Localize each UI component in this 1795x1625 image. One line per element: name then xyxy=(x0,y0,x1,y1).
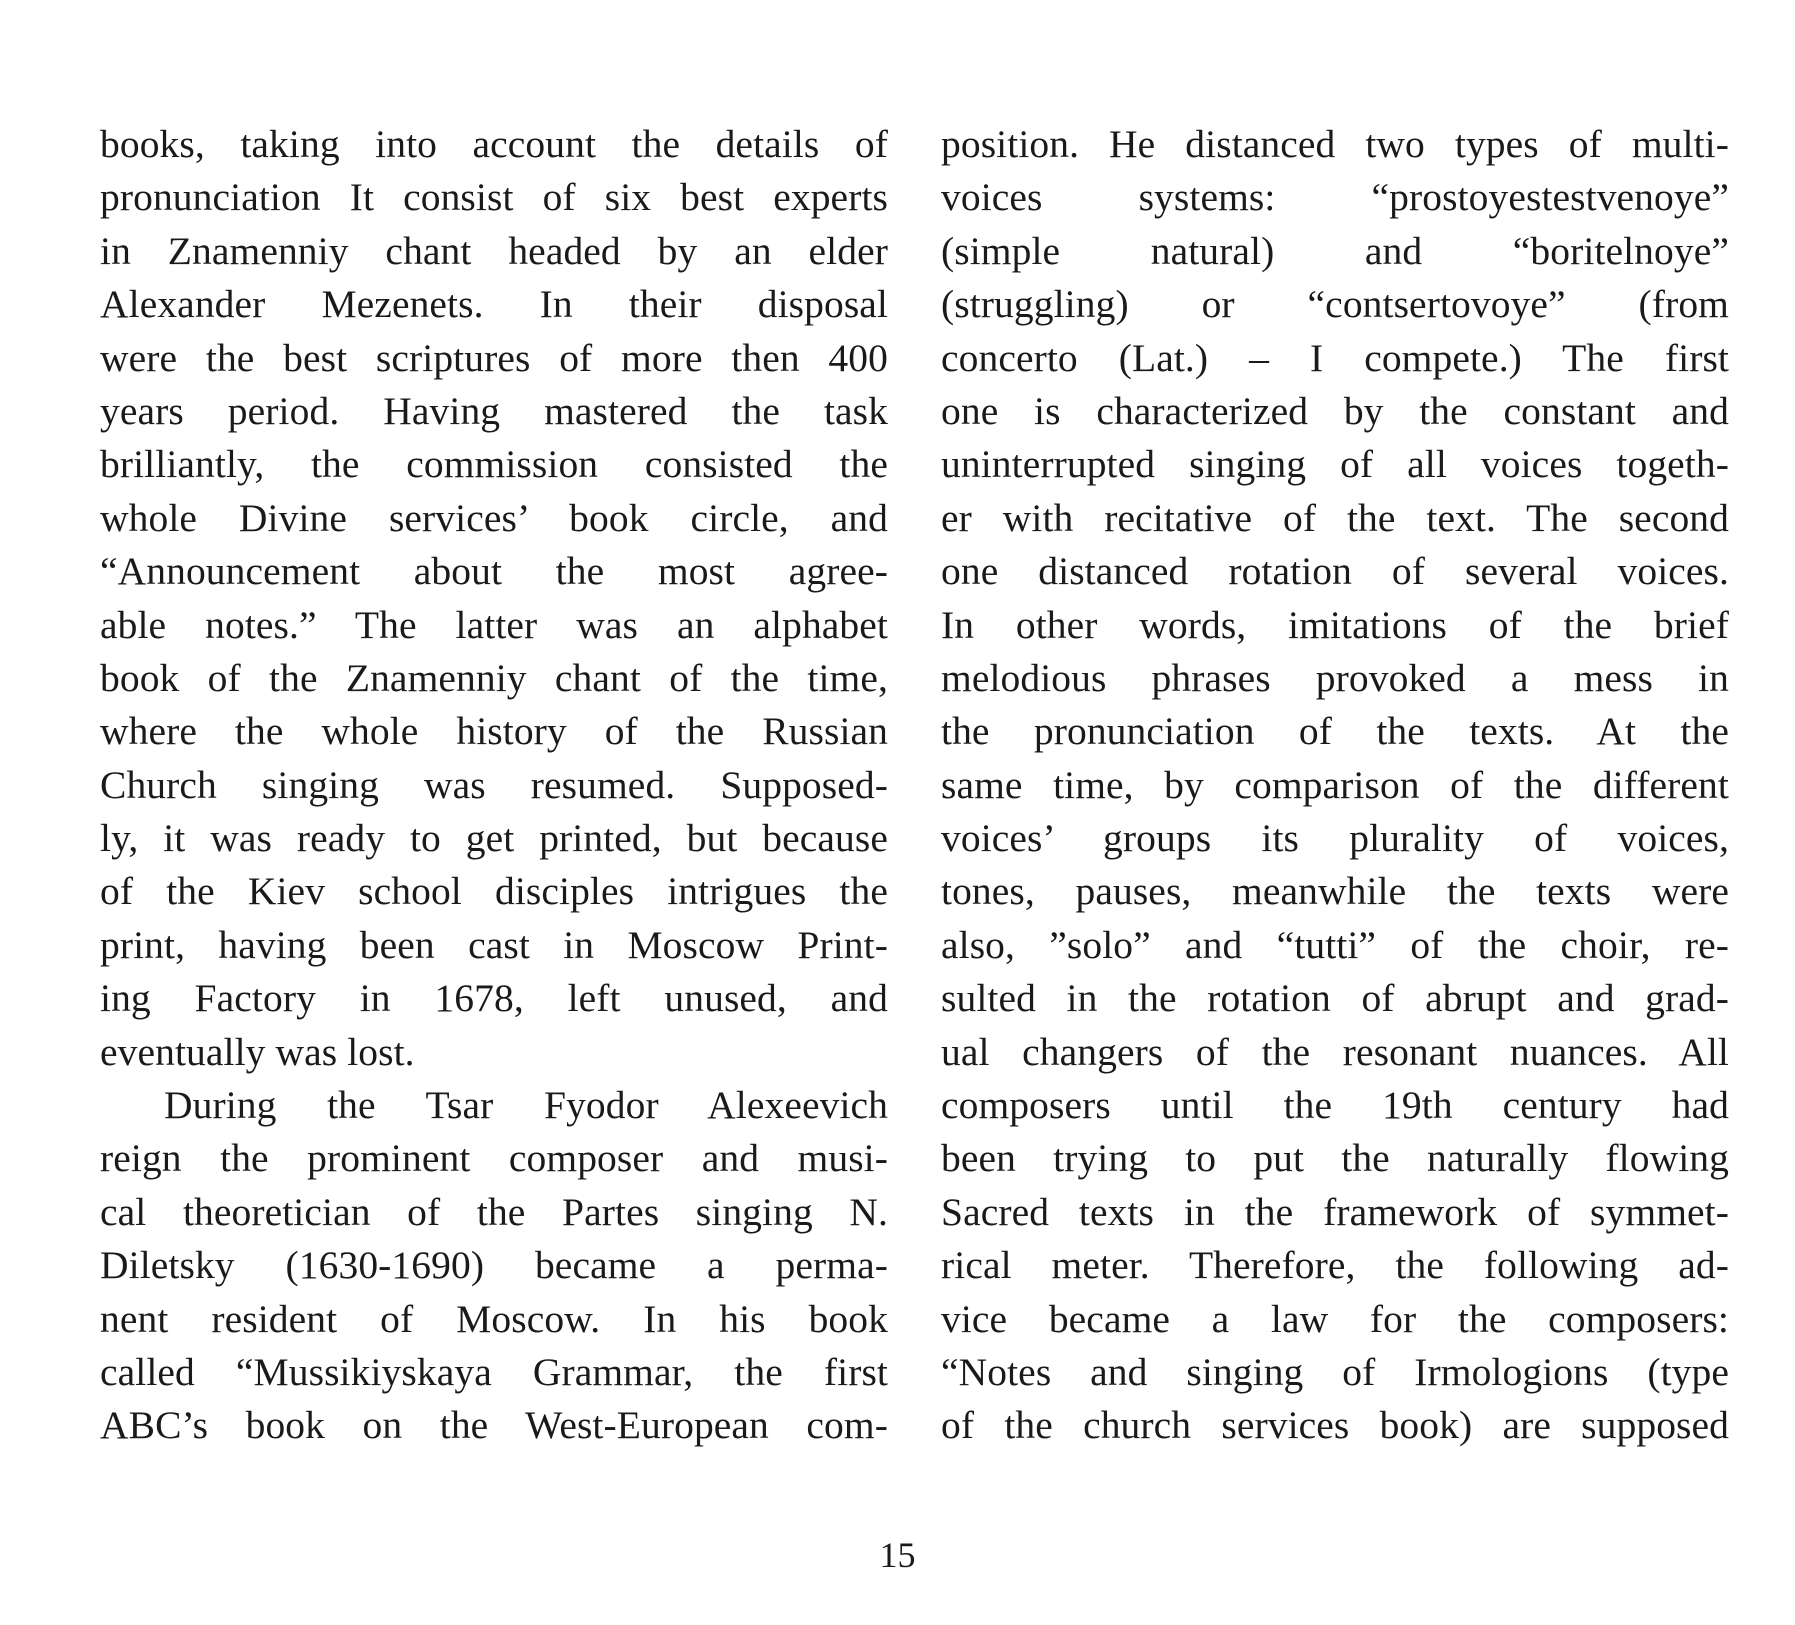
text-line: voices’ groups its plurality of voices, xyxy=(941,816,1729,861)
text-line: in Znamenniy chant headed by an elder xyxy=(100,228,888,273)
text-line: of the Kiev school disciples intrigues the xyxy=(100,869,888,914)
text-line: Sacred texts in the framework of symmet- xyxy=(941,1189,1729,1234)
text-line: sulted in the rotation of abrupt and grad- xyxy=(941,976,1729,1021)
text-line: ual changers of the resonant nuances. All xyxy=(941,1029,1729,1074)
text-line: ly, it was ready to get printed, but because xyxy=(100,816,888,861)
text-line: the pronunciation of the texts. At the xyxy=(941,709,1729,754)
text-line: been trying to put the naturally flowing xyxy=(941,1136,1729,1181)
text-line: During the Tsar Fyodor Alexeevich xyxy=(164,1083,888,1128)
text-line: rical meter. Therefore, the following ad- xyxy=(941,1243,1729,1288)
text-line: voices systems: “prostoyestestvenoye” xyxy=(941,175,1729,220)
text-line: called “Mussikiyskaya Grammar, the first xyxy=(100,1349,888,1394)
text-line: ing Factory in 1678, left unused, and xyxy=(100,976,888,1021)
text-line: pronunciation It consist of six best experts xyxy=(100,175,888,220)
text-line: whole Divine services’ book circle, and xyxy=(100,495,888,540)
text-line: years period. Having mastered the task xyxy=(100,388,888,433)
text-line: able notes.” The latter was an alphabet xyxy=(100,602,888,647)
text-line: composers until the 19th century had xyxy=(941,1083,1729,1128)
text-line: brilliantly, the commission consisted the xyxy=(100,442,888,487)
text-line: In other words, imitations of the brief xyxy=(941,602,1729,647)
text-line: one distanced rotation of several voices. xyxy=(941,549,1729,594)
text-line: melodious phrases provoked a mess in xyxy=(941,655,1729,700)
text-line: print, having been cast in Moscow Print- xyxy=(100,922,888,967)
text-line: “Announcement about the most agree- xyxy=(100,549,888,594)
text-line: “Notes and singing of Irmologions (type xyxy=(941,1349,1729,1394)
text-line: Church singing was resumed. Supposed- xyxy=(100,762,888,807)
text-line: books, taking into account the details of xyxy=(100,122,888,166)
text-line: cal theoretician of the Partes singing N. xyxy=(100,1189,888,1234)
text-line: tones, pauses, meanwhile the texts were xyxy=(941,869,1729,914)
text-line: uninterrupted singing of all voices togeth- xyxy=(941,442,1729,487)
right-text-column xyxy=(941,118,1729,1453)
text-line: of the church services book) are supposed xyxy=(941,1403,1729,1448)
page-number: 15 xyxy=(879,1535,916,1575)
text-line: Alexander Mezenets. In their disposal xyxy=(100,282,888,327)
text-line: one is characterized by the constant and xyxy=(941,388,1729,433)
text-line: ABC’s book on the West-European com- xyxy=(100,1403,888,1448)
text-line: Diletsky (1630-1690) became a perma- xyxy=(100,1243,888,1288)
text-line: book of the Znamenniy chant of the time, xyxy=(100,655,888,700)
text-line: were the best scriptures of more then 400 xyxy=(100,335,888,380)
text-line: (simple natural) and “boritelnoye” xyxy=(941,228,1729,273)
text-line: concerto (Lat.) – I compete.) The first xyxy=(941,335,1729,380)
text-line: also, ”solo” and “tutti” of the choir, re- xyxy=(941,922,1729,967)
text-line: eventually was lost. xyxy=(100,1029,415,1074)
text-line: (struggling) or “contsertovoye” (from xyxy=(941,282,1729,327)
text-line: reign the prominent composer and musi- xyxy=(100,1136,888,1181)
text-line: same time, by comparison of the different xyxy=(941,762,1729,807)
left-text-column xyxy=(100,118,888,1453)
text-line: nent resident of Moscow. In his book xyxy=(100,1296,888,1341)
text-line: position. He distanced two types of multi- xyxy=(941,122,1729,166)
text-line: er with recitative of the text. The second xyxy=(941,495,1729,540)
text-line: vice became a law for the composers: xyxy=(941,1296,1729,1341)
text-line: where the whole history of the Russian xyxy=(100,709,888,754)
